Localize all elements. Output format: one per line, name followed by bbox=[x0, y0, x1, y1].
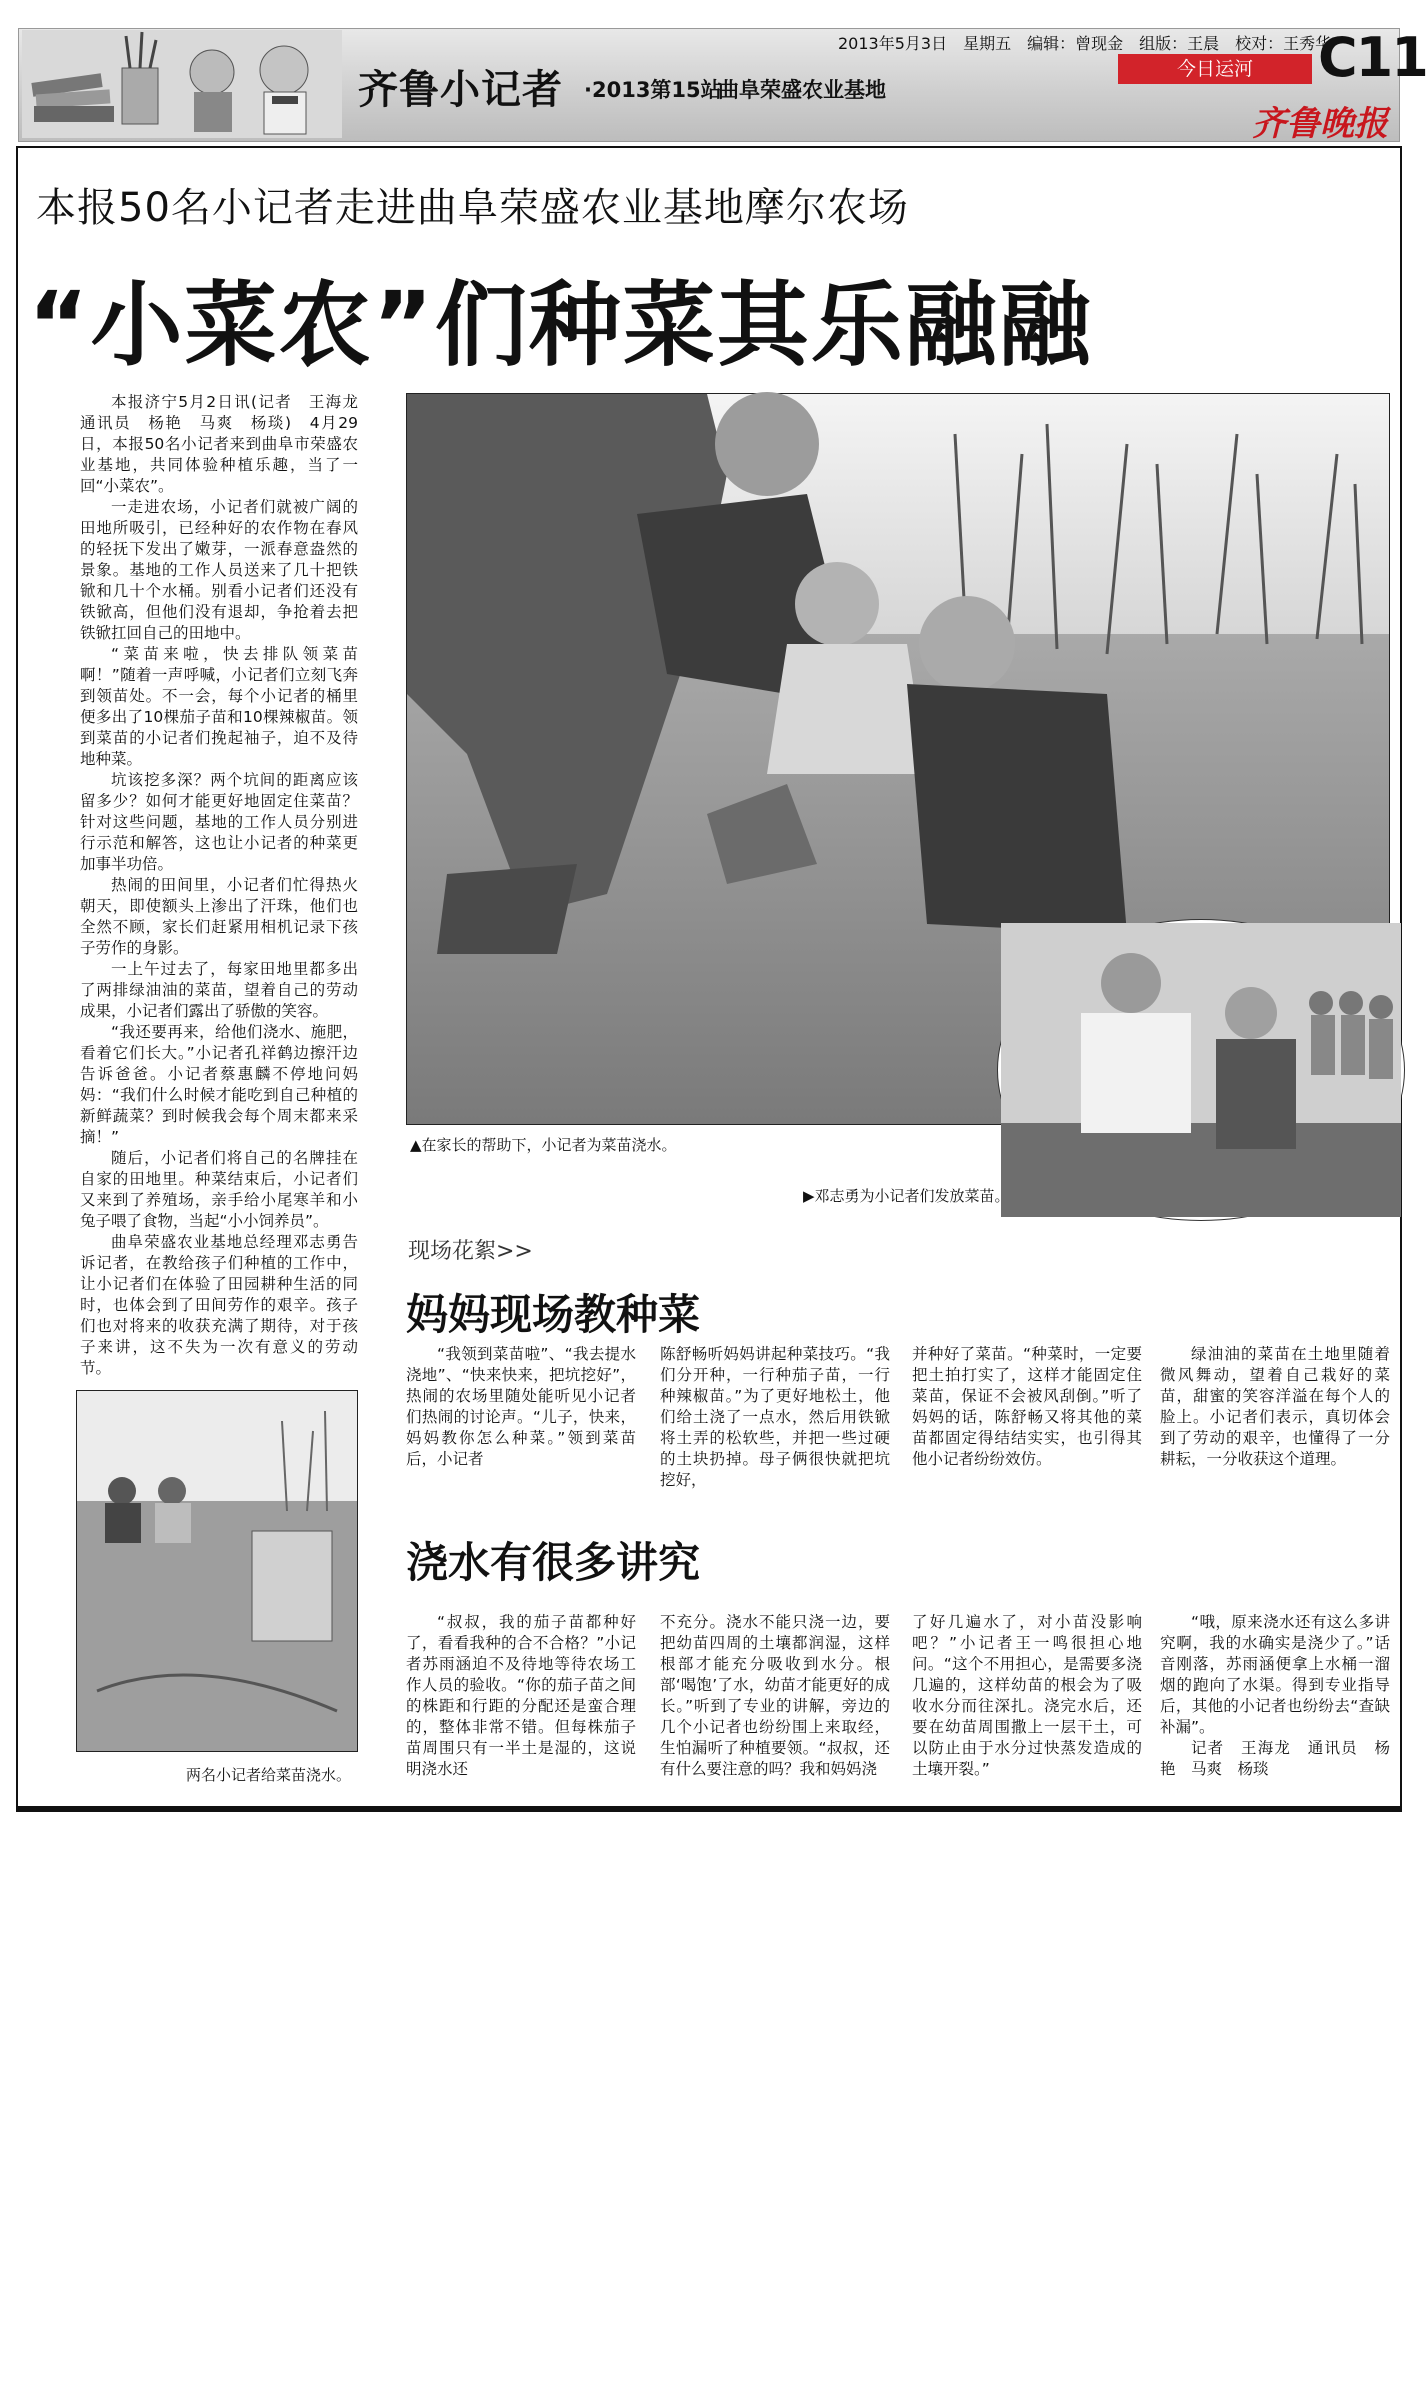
station-place: 曲阜荣盛农业基地 bbox=[718, 78, 886, 102]
inset-photo-caption: ▶邓志勇为小记者们发放菜苗。 bbox=[803, 1187, 1010, 1205]
inset-photo bbox=[998, 920, 1404, 1220]
section2-column bbox=[660, 1612, 890, 1792]
section2-text: 了好几遍水了，对小苗没影响吧？”小记者王一鸣很担心地问。“这个不用担心，是需要多浇几遍的，这样幼苗的根会为了吸收水分而往深扎。浇完水后，还要在幼苗周围撒上一层干土，可以防止由于水分过快蒸发造成的土壤开裂。” bbox=[912, 1613, 1142, 1778]
section1-text: “我领到菜苗啦”、“我去提水浇地”、“快来快来，把坑挖好”，热闹的农场里随处能听见小记者们热闹的讨论声。“儿子，快来，妈妈教你怎么种菜。”领到菜苗后，小记者 bbox=[406, 1345, 636, 1468]
section2-text: “叔叔，我的茄子苗都种好了，看看我种的合不合格？”小记者苏雨涵迫不及待地等待农场工作人员的验收。“你的茄子苗之间的株距和行距的分配还是蛮合理的，整体非常不错。但每株茄子苗周围只有一半土是湿的，这说明浇水还 bbox=[406, 1613, 636, 1778]
small-photo bbox=[76, 1390, 358, 1752]
frame-bottom-rule bbox=[16, 1806, 1402, 1811]
header-illustration bbox=[22, 30, 342, 138]
section1-column bbox=[912, 1344, 1142, 1504]
section2-column bbox=[912, 1612, 1142, 1792]
lead-article bbox=[80, 392, 374, 1377]
headline: “小菜农”们种菜其乐融融 bbox=[28, 272, 1093, 379]
lead-paragraph: 一走进农场，小记者们就被广阔的田地所吸引，已经种好的农作物在春风的轻抚下发出了嫩芽，一派春意盎然的景象。基地的工作人员送来了几十把铁锨和几十个水桶。别看小记者们还没有铁锨高，但他们没有退却，争抢着去把铁锨扛回自己的田地中。 bbox=[80, 498, 358, 642]
main-photo-caption: ▲在家长的帮助下，小记者为菜苗浇水。 bbox=[410, 1136, 677, 1154]
small-photo-caption: 两名小记者给菜苗浇水。 bbox=[186, 1766, 352, 1784]
lead-paragraph: 本报济宁5月2日讯(记者 王海龙 通讯员 杨艳 马爽 杨琰) 4月29日，本报50名小记者来到曲阜市荣盛农业基地，共同体验种植乐趣，当了一回“小菜农”。 bbox=[80, 393, 374, 495]
subheading-2: 浇水有很多讲究 bbox=[406, 1538, 701, 1587]
section-name: 齐鲁小记者 bbox=[358, 67, 563, 113]
lead-paragraph: 一上午过去了，每家田地里都多出了两排绿油油的菜苗，望着自己的劳动成果，小记者们露出了骄傲的笑容。 bbox=[80, 960, 358, 1020]
section1-column bbox=[406, 1344, 636, 1504]
lead-paragraph: 曲阜荣盛农业基地总经理邓志勇告诉记者，在教给孩子们种植的工作中，让小记者们在体验了田园耕种生活的同时，也体会到了田间劳作的艰辛。孩子们也对将来的收获充满了期待，对于孩子来讲，这不失为一次有意义的劳动节。 bbox=[80, 1233, 358, 1377]
section1-column bbox=[1160, 1344, 1390, 1504]
lead-paragraph: “我还要再来，给他们浇水、施肥，看着它们长大。”小记者孔祥鹤边擦汗边告诉爸爸。小记者蔡惠麟不停地问妈妈：“我们什么时候才能吃到自己种植的新鲜蔬菜？到时候我会每个周末都来采摘！” bbox=[80, 1023, 358, 1146]
subheading-1: 妈妈现场教种菜 bbox=[406, 1290, 701, 1339]
kicker: 本报50名小记者走进曲阜荣盛农业基地摩尔农场 bbox=[36, 185, 909, 231]
section2-column bbox=[406, 1612, 636, 1792]
issue-meta: 2013年5月3日 星期五 编辑：曾现金 组版：王晨 校对：王秀华 bbox=[838, 34, 1332, 53]
byline: 记者 王海龙 通讯员 杨艳 马爽 杨琰 bbox=[1160, 1739, 1390, 1778]
section2-column bbox=[1160, 1612, 1390, 1792]
page-number: C11 bbox=[1318, 26, 1427, 89]
section2-text: “哦，原来浇水还有这么多讲究啊，我的水确实是浇少了。”话音刚落，苏雨涵便拿上水桶一溜烟的跑向了水渠。得到专业指导后，其他的小记者也纷纷去“查缺补漏”。 bbox=[1160, 1613, 1390, 1736]
section2-text: 不充分。浇水不能只浇一边，要把幼苗四周的土壤都润湿，这样根部才能充分吸收到水分。根部‘喝饱’了水，幼苗才能更好的成长。”听到了专业的讲解，旁边的几个小记者也纷纷围上来取经，生怕漏听了种植要领。“叔叔，还有什么要注意的吗？我和妈妈浇 bbox=[660, 1613, 890, 1778]
region-tab: 今日运河 bbox=[1118, 54, 1312, 84]
section1-text: 陈舒畅听妈妈讲起种菜技巧。“我们分开种，一行种茄子苗，一行种辣椒苗。”为了更好地松土，他们给土浇了一点水，然后用铁锨将土弄的松软些，并把一些过硬的土块扔掉。母子俩很快就把坑挖好， bbox=[660, 1345, 890, 1489]
masthead-logo: 齐鲁晚报 bbox=[1252, 104, 1388, 144]
section1-column bbox=[660, 1344, 890, 1504]
lead-paragraph: 坑该挖多深？两个坑间的距离应该留多少？如何才能更好地固定住菜苗？针对这些问题，基地的工作人员分别进行示范和解答，这也让小记者的种菜更加事半功倍。 bbox=[80, 771, 358, 873]
sidebar-label: 现场花絮>> bbox=[408, 1239, 533, 1264]
lead-paragraph: 热闹的田间里，小记者们忙得热火朝天，即使额头上渗出了汗珠，他们也全然不顾，家长们赶紧用相机记录下孩子劳作的身影。 bbox=[80, 876, 358, 957]
station-number: ·2013第15站 bbox=[584, 78, 722, 102]
lead-paragraph: “菜苗来啦，快去排队领菜苗啊！”随着一声呼喊，小记者们立刻飞奔到领苗处。不一会，每个小记者的桶里便多出了10棵茄子苗和10棵辣椒苗。领到菜苗的小记者们挽起袖子，迫不及待地种菜。 bbox=[80, 645, 358, 768]
section1-text: 绿油油的菜苗在土地里随着微风舞动，望着自己栽好的菜苗，甜蜜的笑容洋溢在每个人的脸上。小记者们表示，真切体会到了劳动的艰辛，也懂得了一分耕耘，一分收获这个道理。 bbox=[1160, 1345, 1390, 1468]
section1-text: 并种好了菜苗。“种菜时，一定要把土拍打实了，这样才能固定住菜苗，保证不会被风刮倒。”听了妈妈的话，陈舒畅又将其他的菜苗都固定得结结实实，也引得其他小记者纷纷效仿。 bbox=[912, 1345, 1142, 1468]
lead-paragraph: 随后，小记者们将自己的名牌挂在自家的田地里。种菜结束后，小记者们又来到了养殖场，亲手给小尾寒羊和小兔子喂了食物，当起“小小饲养员”。 bbox=[80, 1149, 358, 1230]
